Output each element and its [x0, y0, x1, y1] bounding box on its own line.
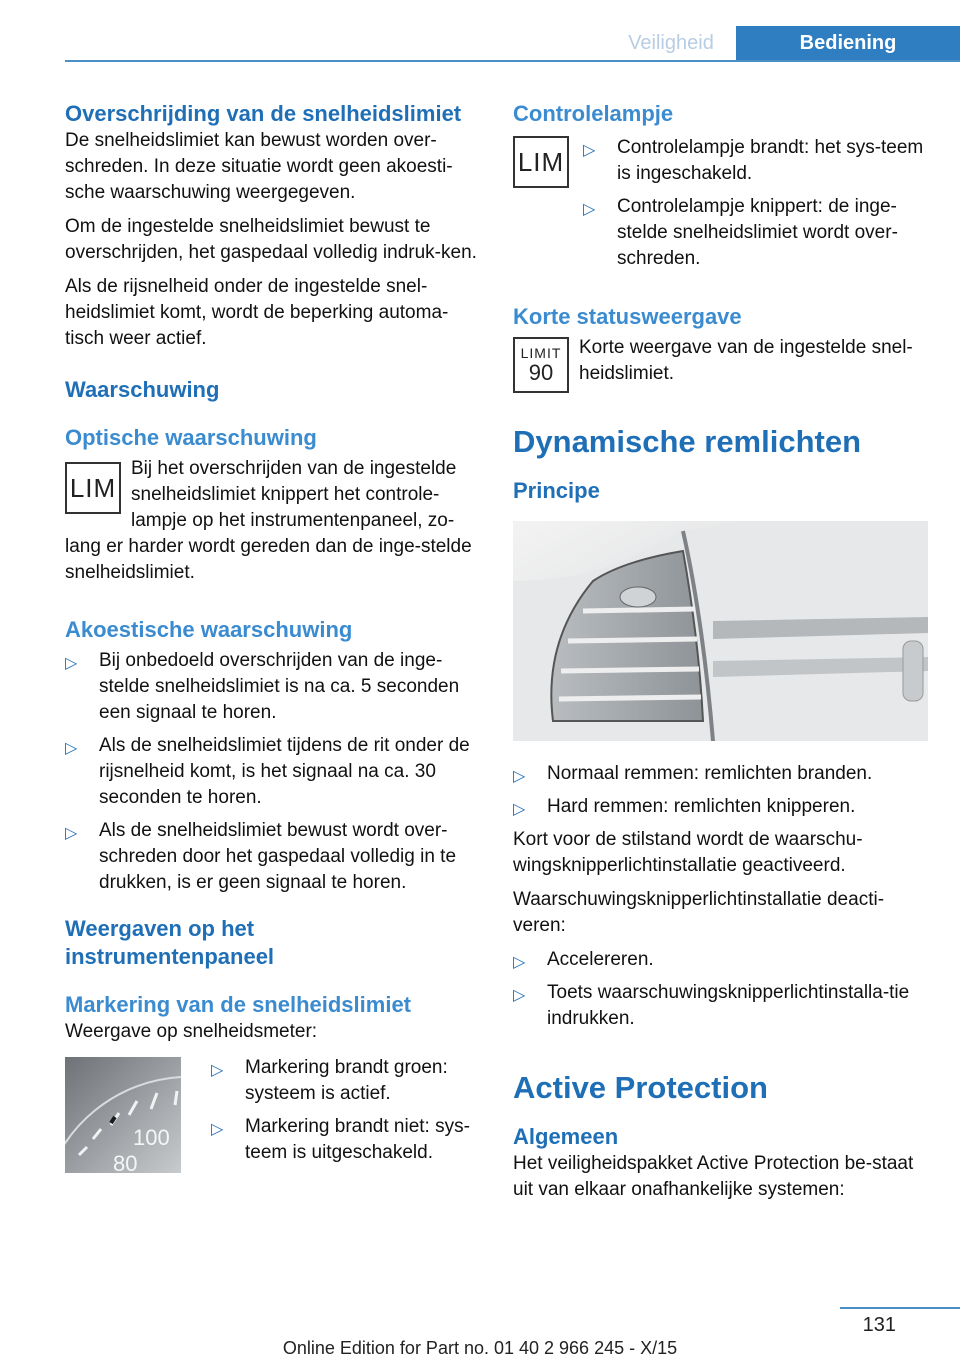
control-lamp-list — [583, 135, 933, 279]
left-column — [65, 100, 477, 1173]
tail-light-image — [513, 521, 928, 741]
triangle-bullet-icon: ▷ — [65, 740, 78, 757]
list-item: ▷ Normaal remmen: remlichten branden. — [513, 761, 933, 787]
para-exceed-3: Als de rijsnelheid onder de ingestelde snel-heidslimiet komt, wordt de beperking automa-tisch weer actief. — [65, 276, 449, 349]
list-item: ▷ Accelereren. — [513, 947, 933, 973]
para-marking: Weergave op snelheidsmeter: — [65, 1021, 318, 1042]
heading-active-protection: Active Protection — [513, 1070, 768, 1105]
marking-list — [211, 1055, 477, 1173]
triangle-bullet-icon: ▷ — [513, 987, 526, 1004]
lim-indicator-icon: LIM — [513, 136, 569, 188]
list-item: ▷ Markering brandt groen: systeem is actief. — [211, 1057, 448, 1104]
list-item: ▷ Controlelampje brandt: het sys-teem is ingeschakeld. — [583, 137, 924, 184]
triangle-bullet-icon: ▷ — [65, 825, 78, 842]
speedometer-image — [65, 1057, 181, 1173]
gauge-label-100: 100 — [133, 1125, 170, 1150]
short-status-row — [513, 335, 933, 393]
acoustic-list — [65, 648, 477, 896]
tab-veiligheid: Veiligheid — [628, 31, 714, 54]
para-exceed-2: Om de ingestelde snelheidslimiet bewust te overschrijden, het gaspedaal volledig indruk-ken. — [65, 216, 477, 263]
optical-block — [65, 456, 477, 586]
heading-general: Algemeen — [513, 1124, 619, 1149]
triangle-bullet-icon: ▷ — [513, 768, 526, 785]
triangle-bullet-icon: ▷ — [583, 142, 596, 159]
para-active-protection: Het veiligheidspakket Active Protection be-staat uit van elkaar onafhankelijke systemen: — [513, 1153, 914, 1200]
edition-note: Online Edition for Part no. 01 40 2 966 245 - X/15 — [282, 1338, 678, 1358]
deactivate-list — [513, 947, 933, 1032]
heading-acoustic-warning: Akoestische waarschuwing — [65, 617, 353, 642]
list-item: ▷ Markering brandt niet: sys-teem is uitgeschakeld. — [211, 1116, 470, 1163]
triangle-bullet-icon: ▷ — [211, 1062, 224, 1079]
triangle-bullet-icon: ▷ — [65, 655, 78, 672]
page-number: 131 — [862, 1314, 896, 1336]
lim-indicator-icon: LIM — [65, 462, 121, 514]
marking-row — [65, 1057, 477, 1173]
triangle-bullet-icon: ▷ — [211, 1121, 224, 1138]
heading-optical-warning: Optische waarschuwing — [65, 425, 317, 450]
list-item: ▷ Toets waarschuwingsknipperlichtinstalla-tie indrukken. — [513, 982, 910, 1029]
heading-marking: Markering van de snelheidslimiet — [65, 992, 412, 1017]
triangle-bullet-icon: ▷ — [513, 954, 526, 971]
tab-bediening: Bediening — [736, 26, 960, 60]
para-exceed-1: De snelheidslimiet kan bewust worden over-schreden. In deze situatie wordt geen akoesti-sche waarschuwing weergegeven. — [65, 130, 453, 203]
header-rule — [65, 60, 960, 62]
list-item: ▷ Bij onbedoeld overschrijden van de inge-stelde snelheidslimiet is na ca. 5 seconden een signaal te horen. — [65, 650, 460, 723]
gauge-label-80: 80 — [113, 1151, 138, 1173]
para-brake-2: Waarschuwingsknipperlichtinstallatie deacti-veren: — [513, 889, 885, 936]
heading-dynamic-brake-lights: Dynamische remlichten — [513, 424, 862, 459]
list-item: ▷ Controlelampje knippert: de inge-stelde snelheidslimiet wordt over-schreden. — [583, 196, 898, 269]
triangle-bullet-icon: ▷ — [513, 801, 526, 818]
limit-90-icon: LIMIT 90 — [513, 337, 569, 393]
para-optical: Bij het overschrijden van de ingestelde snelheidslimiet knippert het controle-lampje op het instrumentenpaneel, zo-lang er harder wordt gereden dan de inge-stelde snelheidslimiet. — [65, 458, 472, 583]
footer-rule — [840, 1307, 960, 1309]
right-column — [513, 100, 933, 1203]
para-brake-1: Kort voor de stilstand wordt de waarschu-wingsknipperlichtinstallatie geactiveerd. — [513, 829, 863, 876]
heading-short-status: Korte statusweergave — [513, 304, 742, 329]
heading-displays: Weergaven op het instrumentenpaneel — [65, 916, 275, 969]
list-item: ▷ Als de snelheidslimiet tijdens de rit onder de rijsnelheid komt, is het signaal na ca. 30 seconden te horen. — [65, 735, 470, 808]
list-item: ▷ Als de snelheidslimiet bewust wordt over-schreden door het gaspedaal volledig in te drukken, is er geen signaal te horen. — [65, 820, 457, 893]
heading-principle: Principe — [513, 478, 600, 503]
heading-warning: Waarschuwing — [65, 377, 220, 402]
heading-exceed-limit: Overschrijding van de snelheidslimiet — [65, 101, 462, 126]
heading-control-lamp: Controlelampje — [513, 101, 674, 126]
control-lamp-row — [513, 132, 933, 279]
list-item: ▷ Hard remmen: remlichten knipperen. — [513, 794, 933, 820]
para-short-status: Korte weergave van de ingestelde snel-heidslimiet. — [579, 337, 913, 384]
triangle-bullet-icon: ▷ — [583, 201, 596, 218]
brake-list — [513, 761, 933, 820]
